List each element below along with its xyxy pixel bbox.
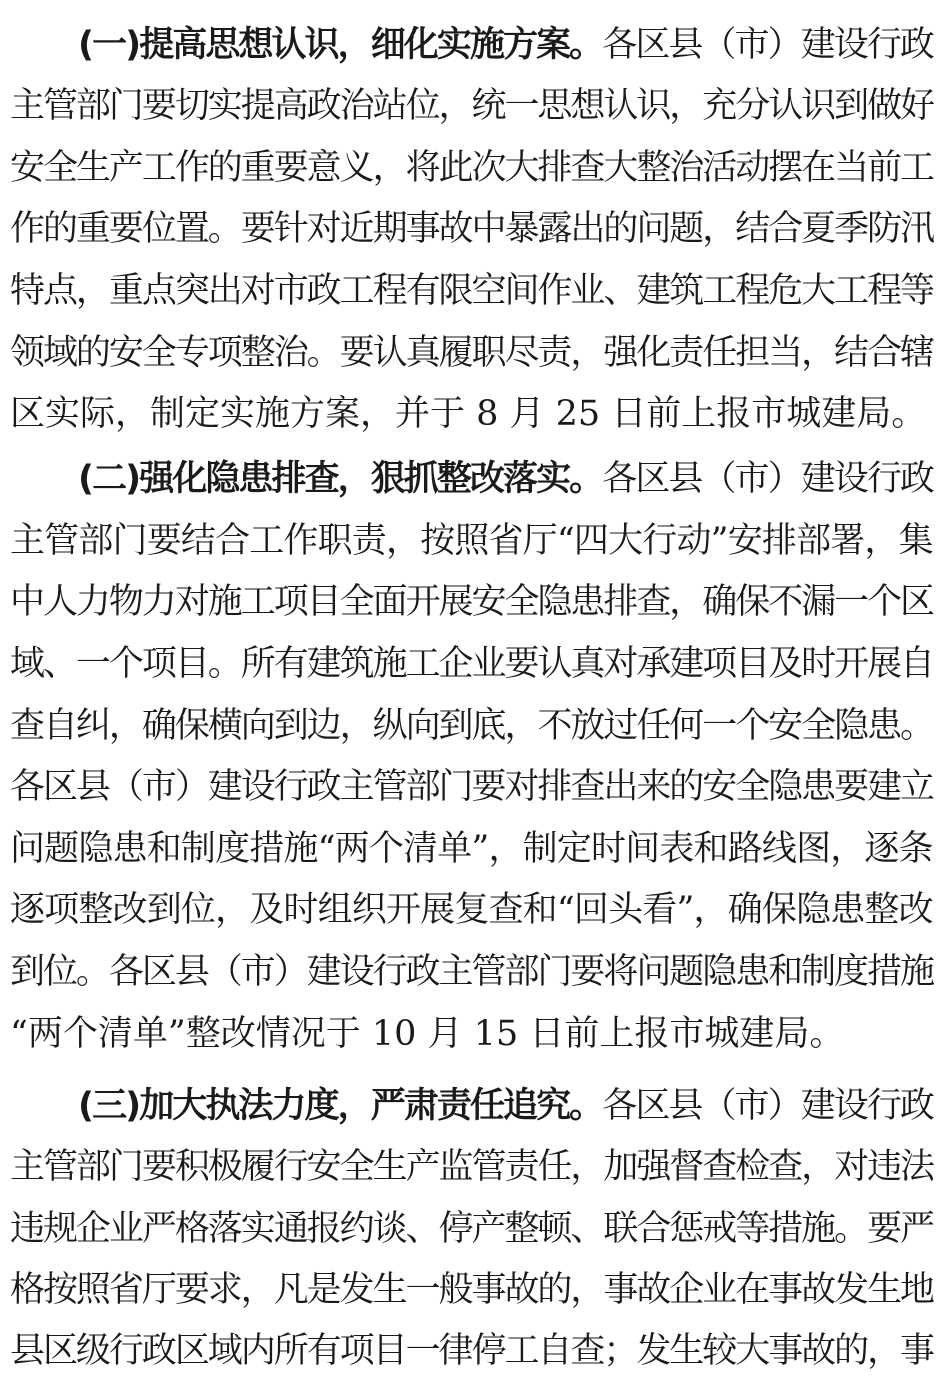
paragraph-1-line-6: 领域的安全专项整治。要认真履职尽责，强化责任担当，结合辖 <box>10 333 934 373</box>
paragraph-2-line-7: 问题隐患和制度措施“两个清单”，制定时间表和路线图，逐条 <box>10 829 933 869</box>
paragraph-1-line-4: 作的重要位置。要针对近期事故中暴露出的问题，结合夏季防汛 <box>10 209 934 249</box>
paragraph-1-line-1 <box>78 15 933 75</box>
paragraph-2-line-5: 查自纠，确保横向到边，纵向到底，不放过任何一个安全隐患。 <box>10 706 934 746</box>
paragraph-3-line-3: 违规企业严格落实通报约谈、停产整顿、联合惩戒等措施。要严 <box>10 1209 934 1249</box>
paragraph-3-text: 各区县（市）建设行政 <box>602 1086 934 1126</box>
paragraph-1-line-7: 区实际，制定实施方案，并于 8 月 25 日前上报市城建局。 <box>10 394 927 434</box>
paragraph-3-line-5: 县区级行政区域内所有项目一律停工自查；发生较大事故的，事 <box>10 1331 934 1371</box>
paragraph-2-line-8: 逐项整改到位，及时组织开展复查和“回头看”，确保隐患整改 <box>10 890 933 930</box>
paragraph-2-line-3: 中人力物力对施工项目全面开展安全隐患排查，确保不漏一个区 <box>10 582 934 622</box>
paragraph-3-line-4: 格按照省厅要求，凡是发生一般事故的，事故企业在事故发生地 <box>10 1270 934 1310</box>
paragraph-2-line-1 <box>78 449 933 509</box>
paragraph-2-text: 各区县（市）建设行政 <box>602 459 934 499</box>
paragraph-1-text: 各区县（市）建设行政 <box>602 25 934 65</box>
paragraph-2-line-10: “两个清单”整改情况于 10 月 15 日前上报市城建局。 <box>10 1014 845 1054</box>
paragraph-1-heading: (一)提高思想认识，细化实施方案。 <box>78 25 603 65</box>
paragraph-2-heading: (二)强化隐患排查，狠抓整改落实。 <box>78 459 603 499</box>
paragraph-3-line-2: 主管部门要积极履行安全生产监管责任，加强督查检查，对违法 <box>10 1147 934 1187</box>
paragraph-2-line-6: 各区县（市）建设行政主管部门要对排查出来的安全隐患要建立 <box>10 767 934 807</box>
paragraph-2-line-9: 到位。各区县（市）建设行政主管部门要将问题隐患和制度措施 <box>10 952 934 992</box>
paragraph-1-line-5: 特点，重点突出对市政工程有限空间作业、建筑工程危大工程等 <box>10 271 934 311</box>
paragraph-1-line-2: 主管部门要切实提高政治站位，统一思想认识，充分认识到做好 <box>10 86 934 126</box>
paragraph-3-line-1 <box>78 1076 933 1136</box>
paragraph-3-heading: (三)加大执法力度，严肃责任追究。 <box>78 1086 603 1126</box>
paragraph-1-line-3: 安全生产工作的重要意义，将此次大排查大整治活动摆在当前工 <box>10 148 934 188</box>
paragraph-2-line-2: 主管部门要结合工作职责，按照省厅“四大行动”安排部署，集 <box>10 521 933 561</box>
paragraph-2-line-4: 域、一个项目。所有建筑施工企业要认真对承建项目及时开展自 <box>10 644 934 684</box>
